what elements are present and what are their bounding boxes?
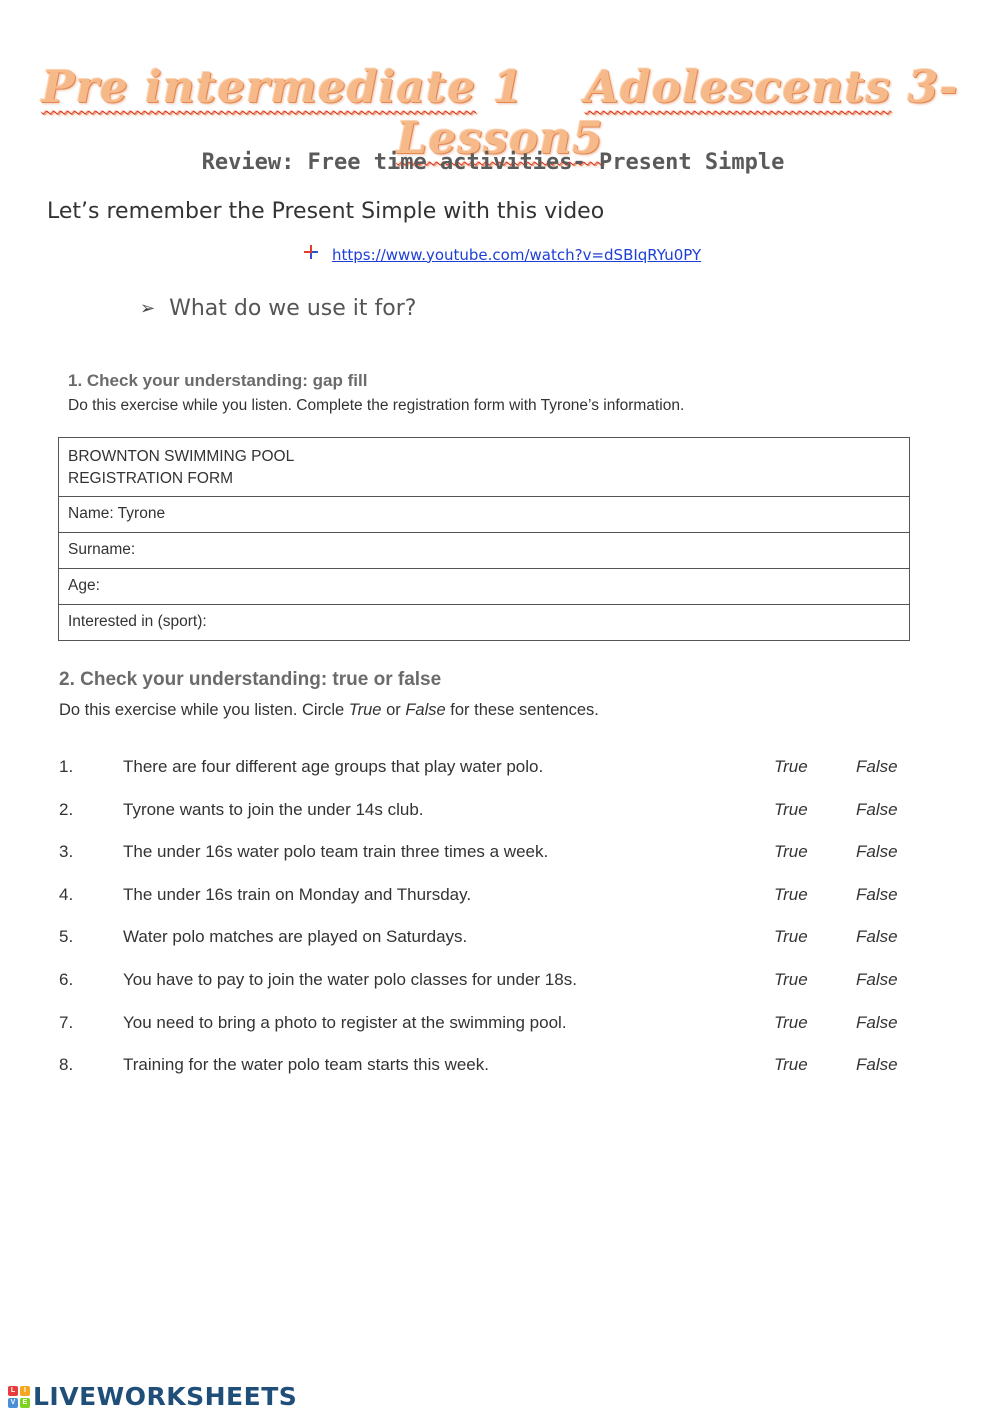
- item-number: 6.: [59, 969, 74, 989]
- title-lesson: Lesson5: [396, 113, 604, 164]
- form-field-surname[interactable]: Surname:: [59, 532, 909, 568]
- subtitle: Review: Free time activities- Present Simple: [201, 150, 785, 175]
- question-bullet: [140, 296, 416, 321]
- item-sentence: You have to pay to join the water polo classes for under 18s.: [123, 969, 577, 989]
- form-field-interested[interactable]: Interested in (sport):: [59, 604, 909, 640]
- title-level-number: 1: [492, 62, 525, 113]
- logo-wordmark: LIVEWORKSHEETS: [33, 1382, 298, 1411]
- form-field-name: Name: Tyrone: [59, 496, 909, 532]
- title-group: Adolescents: [584, 62, 892, 113]
- form-title: [59, 438, 909, 496]
- false-option[interactable]: False: [856, 969, 898, 989]
- intro-text: Let’s remember the Present Simple with this video: [47, 199, 605, 224]
- item-number: 7.: [59, 1012, 74, 1032]
- form-field-age[interactable]: Age:: [59, 568, 909, 604]
- item-sentence: Training for the water polo team starts this week.: [123, 1055, 489, 1075]
- question-text: What do we use it for?: [169, 296, 417, 321]
- link-bullet-icon: [302, 244, 320, 265]
- item-number: 8.: [59, 1055, 74, 1075]
- false-option[interactable]: False: [856, 1055, 898, 1075]
- logo-mark-icon: [8, 1386, 30, 1408]
- list-item: [59, 757, 939, 800]
- item-sentence: You need to bring a photo to register at the swimming pool.: [123, 1012, 567, 1032]
- item-sentence: The under 16s train on Monday and Thursday.: [123, 884, 472, 904]
- false-option[interactable]: False: [856, 842, 898, 862]
- list-item: [59, 885, 939, 928]
- item-sentence: There are four different age groups that play water polo.: [123, 757, 544, 776]
- list-item: [59, 927, 939, 970]
- true-option[interactable]: True: [774, 757, 808, 776]
- item-number: 1.: [59, 757, 74, 776]
- false-option[interactable]: False: [856, 884, 898, 904]
- item-number: 3.: [59, 842, 74, 862]
- false-option[interactable]: False: [856, 927, 898, 947]
- false-option[interactable]: False: [856, 1012, 898, 1032]
- section1-heading: 1. Check your understanding: gap fill: [68, 371, 368, 390]
- form-title-line2: REGISTRATION FORM: [68, 470, 234, 487]
- arrow-bullet-icon: ➢: [140, 298, 156, 319]
- item-number: 4.: [59, 884, 74, 904]
- logo-mark-letter: V: [8, 1398, 18, 1408]
- page-title: [0, 62, 1000, 164]
- item-number: 5.: [59, 927, 74, 947]
- logo-mark-letter: L: [8, 1386, 18, 1396]
- false-option[interactable]: False: [856, 799, 898, 819]
- list-item: [59, 970, 939, 1013]
- list-item: [59, 842, 939, 885]
- list-item: [59, 800, 939, 843]
- liveworksheets-logo[interactable]: [8, 1382, 297, 1411]
- video-link-row: [302, 244, 701, 265]
- list-item: [59, 1055, 939, 1098]
- item-sentence: Tyrone wants to join the under 14s club.: [123, 799, 424, 819]
- true-option[interactable]: True: [774, 927, 808, 947]
- logo-mark-letter: I: [20, 1386, 30, 1396]
- true-option[interactable]: True: [774, 1055, 808, 1075]
- true-option[interactable]: True: [774, 1012, 808, 1032]
- true-option[interactable]: True: [774, 799, 808, 819]
- title-level: Pre intermediate: [41, 62, 477, 113]
- logo-mark-letter: E: [20, 1398, 30, 1408]
- form-title-line1: BROWNTON SWIMMING POOL: [68, 448, 295, 465]
- true-false-list: [59, 757, 939, 1098]
- section1-instructions: Do this exercise while you listen. Complete the registration form with Tyrone’s information.: [68, 397, 685, 414]
- section2-heading: 2. Check your understanding: true or false: [59, 669, 442, 690]
- title-group-number: 3-: [907, 62, 959, 113]
- true-option[interactable]: True: [774, 884, 808, 904]
- false-option[interactable]: False: [856, 757, 898, 776]
- section2-instructions: Do this exercise while you listen. Circle True or False for these sentences.: [59, 701, 599, 719]
- video-link[interactable]: https://www.youtube.com/watch?v=dSBIqRYu0PY: [332, 245, 702, 264]
- true-option[interactable]: True: [774, 969, 808, 989]
- item-number: 2.: [59, 799, 74, 819]
- item-sentence: Water polo matches are played on Saturdays.: [123, 927, 468, 947]
- true-option[interactable]: True: [774, 842, 808, 862]
- registration-form: [58, 437, 910, 641]
- list-item: [59, 1013, 939, 1056]
- item-sentence: The under 16s water polo team train three times a week.: [123, 842, 549, 862]
